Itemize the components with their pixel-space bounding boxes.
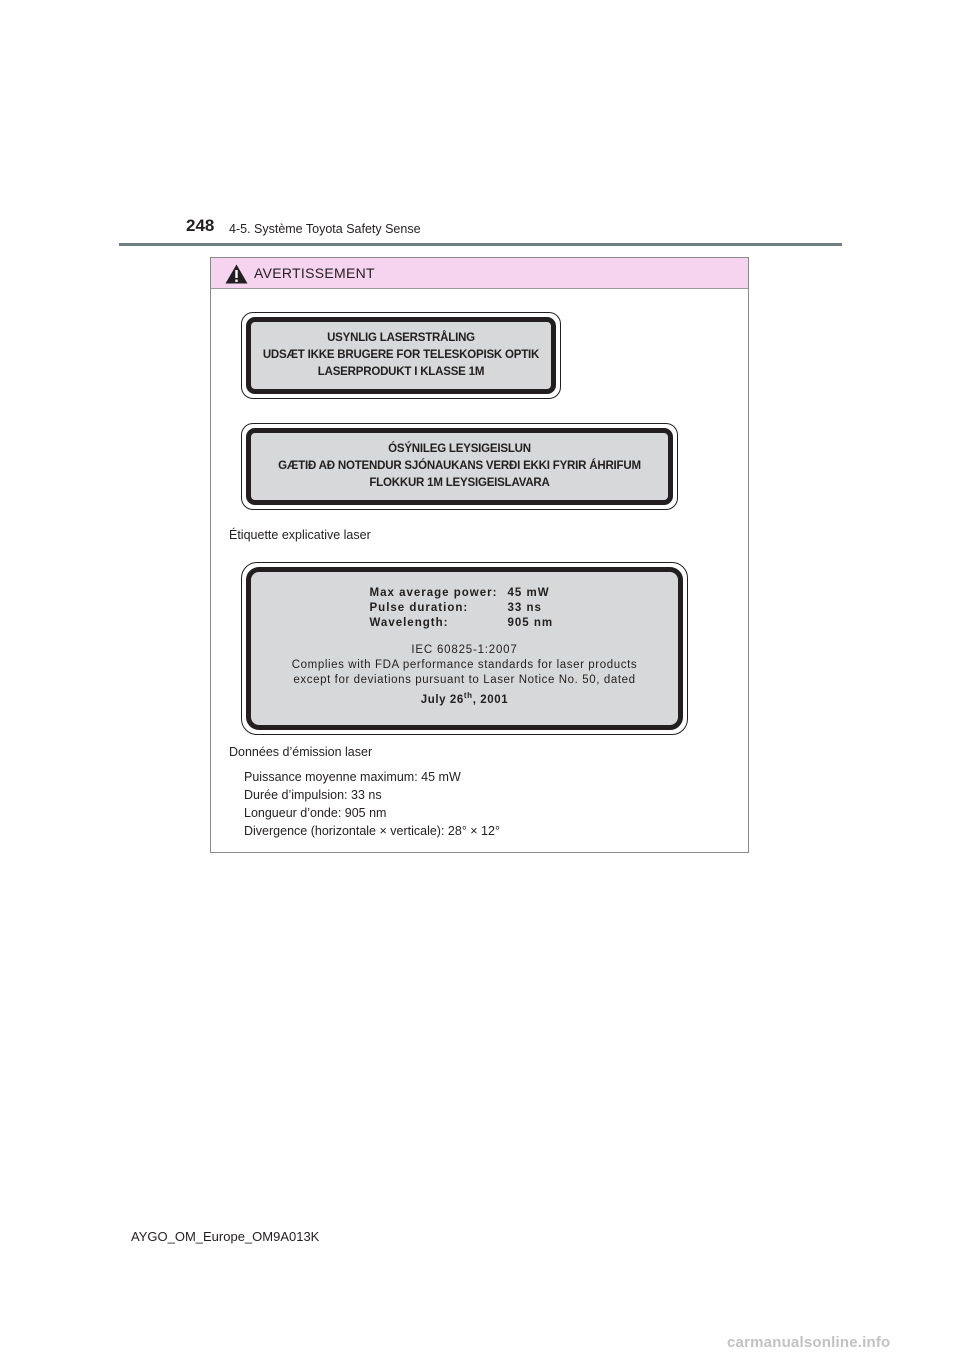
- compliance-line: except for deviations pursuant to Laser Notice No. 50, dated: [293, 674, 636, 686]
- spec-label: Wavelength:: [369, 617, 449, 629]
- spec-row: [370, 601, 560, 616]
- page-number: 248: [186, 216, 215, 235]
- watermark: carmanualsonline.info: [727, 1334, 891, 1351]
- spec-row: [370, 616, 560, 631]
- warning-title: AVERTISSEMENT: [254, 265, 375, 281]
- spec-value: 33 ns: [507, 602, 542, 614]
- emission-spec-item: Durée d’impulsion: 33 ns: [244, 788, 382, 802]
- document-id: AYGO_OM_Europe_OM9A013K: [131, 1229, 320, 1244]
- icelandic-laser-label: [241, 423, 678, 510]
- compliance-date: [251, 688, 678, 708]
- emission-spec-list: [244, 768, 500, 840]
- emission-spec-item: Longueur d’onde: 905 nm: [244, 806, 387, 820]
- compliance-line: Complies with FDA performance standards for laser products: [291, 659, 638, 671]
- danish-label-panel: [246, 317, 556, 394]
- caption-explanatory-label: Étiquette explicative laser: [229, 528, 371, 542]
- date-suffix: , 2001: [472, 693, 509, 706]
- icelandic-label-line: ÓSÝNILEG LEYSIGEISLUN: [388, 443, 531, 455]
- icelandic-label-panel: [246, 428, 673, 505]
- danish-label-line: UDSÆT IKKE BRUGERE FOR TELESKOPISK OPTIK: [262, 349, 540, 361]
- danish-label-line: USYNLIG LASERSTRÅLING: [327, 332, 475, 344]
- danish-laser-label: [241, 312, 561, 399]
- emission-spec-item: Divergence (horizontale × verticale): 28° × 12°: [244, 824, 500, 838]
- emission-spec-item: Puissance moyenne maximum: 45 mW: [244, 770, 461, 784]
- laser-info-label: [241, 562, 688, 735]
- date-superscript: th: [463, 691, 473, 700]
- icelandic-label-line: GÆTIÐ AÐ NOTENDUR SJÓNAUKANS VERÐI EKKI FYRIR ÁHRIFUM: [278, 460, 641, 472]
- spec-label: Max average power:: [369, 587, 498, 599]
- warning-header: [211, 258, 748, 289]
- header-rule: [119, 243, 842, 246]
- spec-value: 45 mW: [507, 587, 550, 599]
- danish-label-line: LASERPRODUKT I KLASSE 1M: [317, 366, 485, 378]
- laser-info-panel: [246, 567, 683, 730]
- spec-value: 905 nm: [507, 617, 554, 629]
- caption-emission-data: Données d’émission laser: [229, 745, 373, 759]
- section-title: 4-5. Système Toyota Safety Sense: [229, 222, 421, 236]
- date-prefix: July 26: [420, 693, 464, 706]
- standard-text: IEC 60825-1:2007: [411, 644, 518, 656]
- spec-grid: [370, 586, 560, 631]
- spec-row: [370, 586, 560, 601]
- warning-triangle-icon: [225, 264, 248, 284]
- spec-label: Pulse duration:: [369, 602, 469, 614]
- icelandic-label-line: FLOKKUR 1M LEYSIGEISLAVARA: [369, 477, 550, 489]
